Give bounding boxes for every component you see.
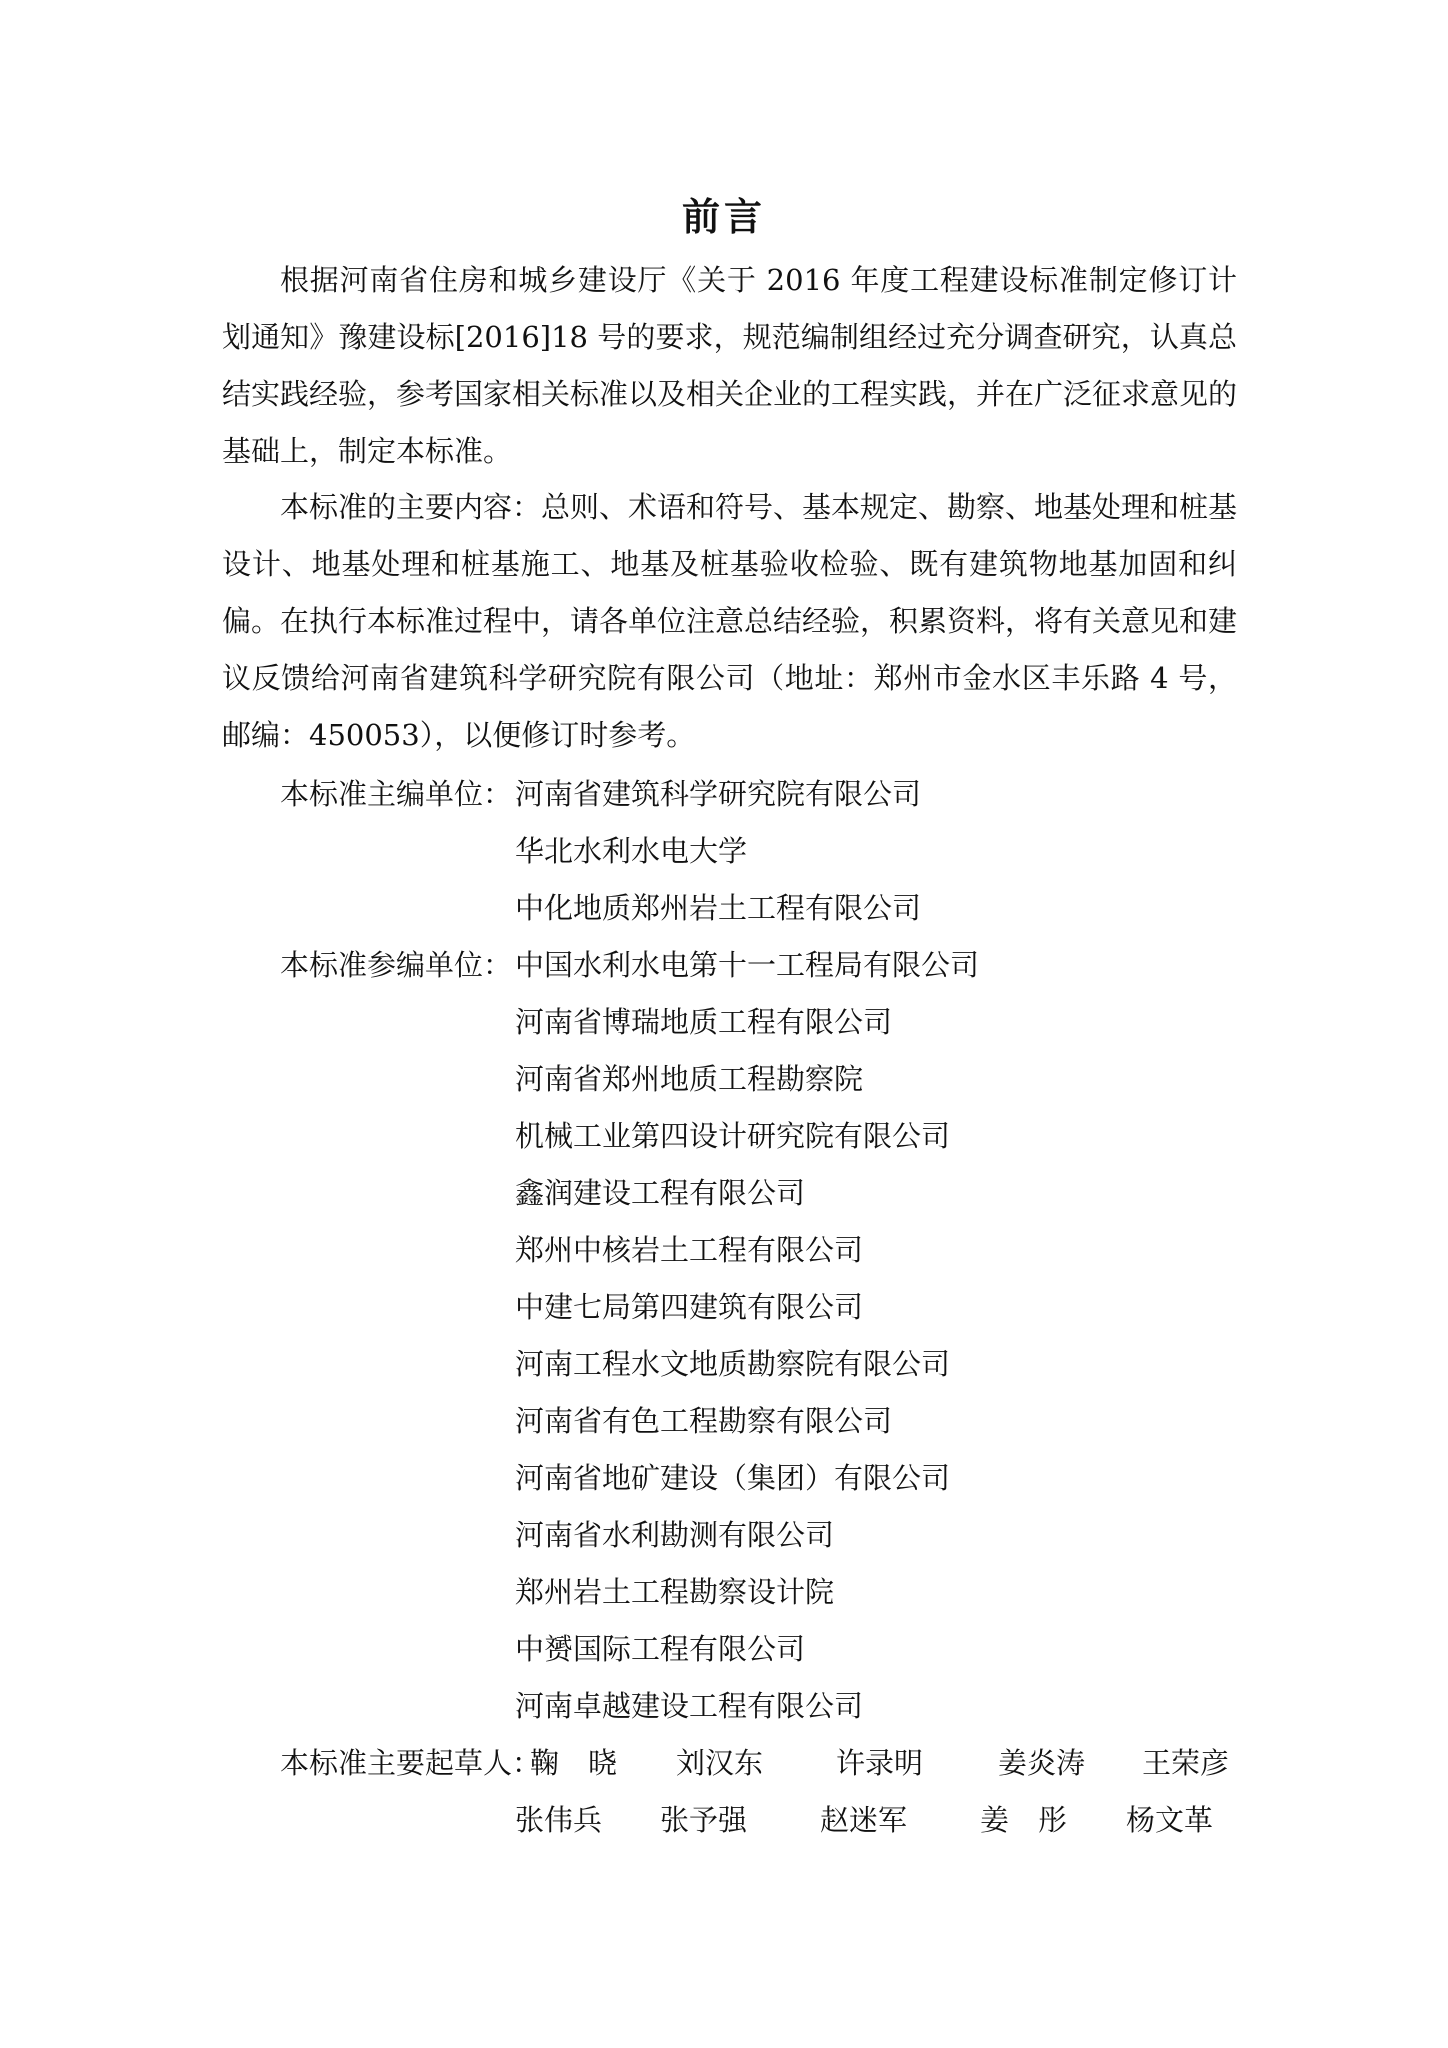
participating-unit: 河南省水利勘测有限公司	[515, 1518, 835, 1552]
drafter-name: 许录明	[836, 1746, 924, 1780]
drafter-name: 赵迷军	[820, 1803, 908, 1837]
drafter-name: 姜 彤	[980, 1803, 1068, 1837]
chief-unit: 中化地质郑州岩土工程有限公司	[515, 891, 922, 925]
participating-unit: 河南省有色工程勘察有限公司	[515, 1404, 893, 1438]
chief-unit: 河南省建筑科学研究院有限公司	[515, 777, 922, 811]
chief-units-label: 本标准主编单位：	[280, 777, 513, 811]
participating-unit: 河南卓越建设工程有限公司	[515, 1689, 864, 1723]
paragraph-contents: 本标准的主要内容：总则、术语和符号、基本规定、勘察、地基处理和桩基设计、地基处理和桩基施工、地基及桩基验收检验、既有建筑物地基加固和纠偏。	[222, 490, 1238, 638]
drafters-label: 本标准主要起草人：	[280, 1746, 542, 1780]
participating-unit: 河南省地矿建设（集团）有限公司	[515, 1461, 951, 1495]
paragraph-basis: 根据河南省住房和城乡建设厅《关于 2016 年度工程建设标准制定修订计划通知》豫建设标[2016]18 号的要求，规范编制组经过充分调查研究，认真总结实践经验，参考国家相关标准以及相关企业的工程实践，并在广泛征求意见的基础上，制定本标准。	[222, 263, 1238, 468]
drafter-name: 王荣彦	[1142, 1746, 1230, 1780]
participating-unit: 河南省博瑞地质工程有限公司	[515, 1005, 893, 1039]
drafter-name: 杨文革	[1126, 1803, 1214, 1837]
participating-unit: 中赟国际工程有限公司	[515, 1632, 806, 1666]
participating-unit: 河南工程水文地质勘察院有限公司	[515, 1347, 951, 1381]
drafter-name: 鞠 晓	[530, 1746, 618, 1780]
drafter-name: 刘汉东	[676, 1746, 764, 1780]
participating-unit: 中建七局第四建筑有限公司	[515, 1290, 864, 1324]
participating-units-label: 本标准参编单位：	[280, 948, 513, 982]
drafter-name: 姜炎涛	[998, 1746, 1086, 1780]
page-title: 前言	[681, 195, 766, 239]
participating-unit: 中国水利水电第十一工程局有限公司	[515, 948, 980, 982]
participating-unit: 郑州岩土工程勘察设计院	[515, 1575, 835, 1609]
participating-unit: 机械工业第四设计研究院有限公司	[515, 1119, 951, 1153]
participating-unit: 鑫润建设工程有限公司	[515, 1176, 806, 1210]
participating-unit: 郑州中核岩土工程有限公司	[515, 1233, 864, 1267]
drafter-name: 张予强	[660, 1803, 748, 1837]
paragraph-feedback: 在执行本标准过程中，请各单位注意总结经验，积累资料，将有关意见和建议反馈给河南省建筑科学研究院有限公司（地址：郑州市金水区丰乐路 4 号，邮编：450053），以便修订时参考。	[222, 604, 1238, 752]
drafter-name: 张伟兵	[515, 1803, 603, 1837]
chief-unit: 华北水利水电大学	[515, 834, 748, 868]
participating-unit: 河南省郑州地质工程勘察院	[515, 1062, 864, 1096]
